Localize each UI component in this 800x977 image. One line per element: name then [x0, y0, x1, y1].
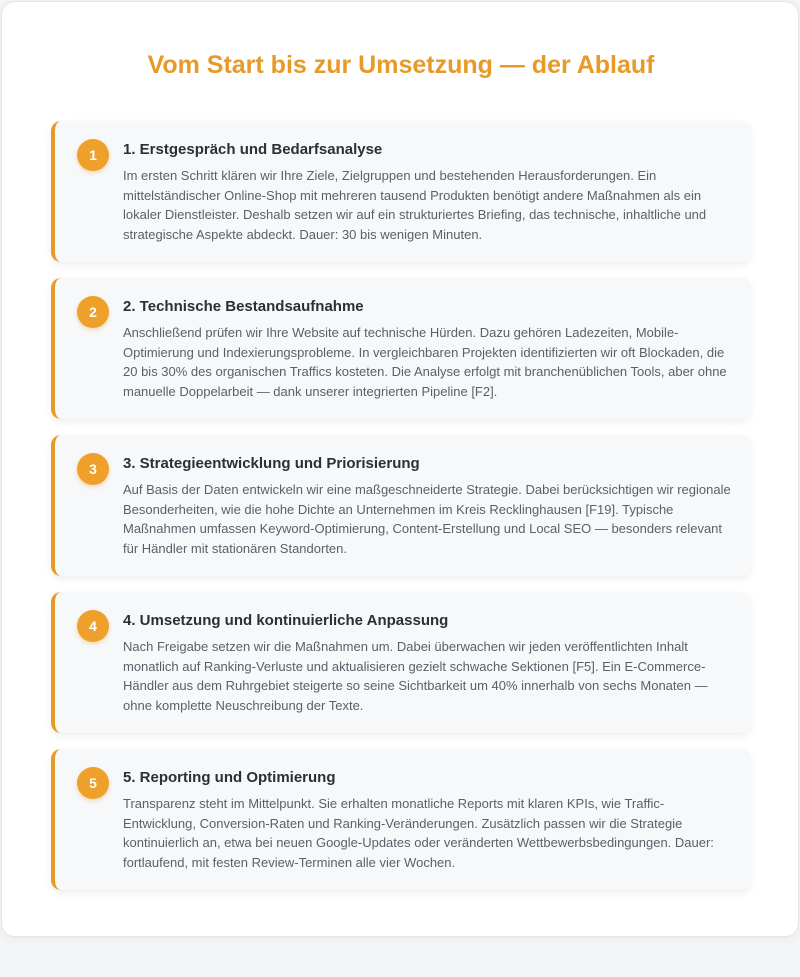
process-step	[51, 278, 751, 419]
step-title: 3. Strategieentwicklung und Priorisierung	[123, 455, 420, 472]
step-description: Auf Basis der Daten entwickeln wir eine maßgeschneiderte Strategie. Dabei berücksichtigen wir regionale Besonderheiten, wie die hohe Dichte an Unternehmen im Kreis Recklinghausen [F19]. Typische Maßnahmen umfassen Keyword-Optimierung, Content-Erstellung und Local SEO — besonders relevant für Händler mit stationären Standorten.	[123, 482, 731, 556]
step-description: Transparenz steht im Mittelpunkt. Sie erhalten monatliche Reports mit klaren KPIs, wie Traffic-Entwicklung, Conversion-Raten und Ranking-Veränderungen. Zusätzlich passen wir die Strategie kontinuierlich an, etwa bei neuen Google-Updates oder veränderten Wettbewerbsbedingungen. Dauer: fortlaufend, mit festen Review-Terminen alle vier Wochen.	[123, 796, 714, 870]
step-title: 5. Reporting und Optimierung	[123, 769, 336, 786]
step-description: Im ersten Schritt klären wir Ihre Ziele, Zielgruppen und bestehenden Herausforderungen. Ein mittelständischer Online-Shop mit mehreren tausend Produkten benötigt andere Maßnahmen als ein lokaler Dienstleister. Deshalb setzen wir auf ein strukturiertes Briefing, das technische, inhaltliche und strategische Aspekte abdeckt. Dauer: 30 bis wenigen Minuten.	[123, 168, 707, 242]
step-number-badge: 2	[77, 296, 109, 328]
content-card	[1, 1, 799, 937]
process-step	[51, 592, 751, 733]
process-step	[51, 121, 751, 262]
step-number-badge: 5	[77, 767, 109, 799]
page-title: Vom Start bis zur Umsetzung — der Ablauf	[147, 51, 655, 79]
step-number-badge: 4	[77, 610, 109, 642]
step-title: 1. Erstgespräch und Bedarfsanalyse	[123, 141, 383, 158]
step-description: Anschließend prüfen wir Ihre Website auf technische Hürden. Dazu gehören Ladezeiten, Mobile-Optimierung und Indexierungsprobleme. In vergleichbaren Projekten identifizierten wir oft Blockaden, die 20 bis 30% des organischen Traffics kosteten. Die Analyse erfolgt mit branchenüblichen Tools, aber ohne manuelle Doppelarbeit — dank unserer integrierten Pipeline [F2].	[123, 325, 727, 399]
step-number-badge: 1	[77, 139, 109, 171]
step-title: 4. Umsetzung und kontinuierliche Anpassung	[123, 612, 449, 629]
process-step	[51, 749, 751, 890]
step-title: 2. Technische Bestandsaufnahme	[123, 298, 364, 315]
process-step	[51, 435, 751, 576]
process-steps-list	[51, 121, 751, 906]
step-description: Nach Freigabe setzen wir die Maßnahmen um. Dabei überwachen wir jeden veröffentlichten Inhalt monatlich auf Ranking-Verluste und aktualisieren gezielt schwache Sektionen [F5]. Ein E-Commerce-Händler aus dem Ruhrgebiet steigerte so seine Sichtbarkeit um 40% innerhalb von sechs Monaten — ohne komplette Neuschreibung der Texte.	[123, 639, 708, 713]
step-number-badge: 3	[77, 453, 109, 485]
